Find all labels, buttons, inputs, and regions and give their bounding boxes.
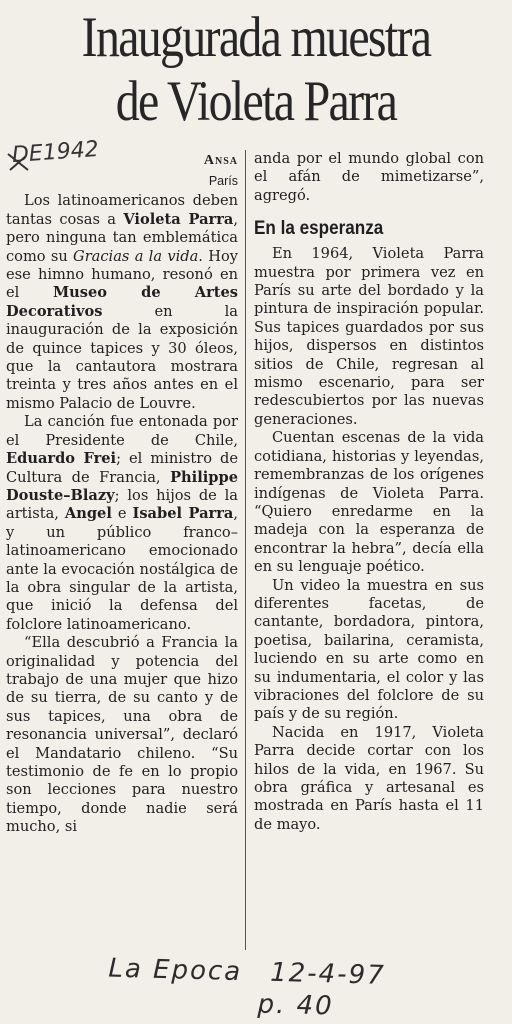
body-paragraph: En 1964, Violeta Parra muestra por primera vez en París su arte del bordado y la pintura de inspiración popular. Sus tapices guardados por sus hijos, dispersos en distintos sitios de Chile, regresan al mismo escenario, para ser redescubiertos por las nuevas generaciones. (254, 245, 484, 428)
text-run: La canción fue entonada por el Presidente de Chile, (6, 413, 238, 449)
continued-paragraph: anda por el mundo global con el afán de mimetizarse”, agregó. (254, 150, 484, 204)
text-run: , pero ninguna tan emblemática como su (6, 210, 238, 265)
text-run: e (111, 505, 133, 523)
bold-name-run: Eduardo Frei (6, 450, 117, 468)
bold-name-run: Philippe Douste–Blazy (6, 468, 238, 504)
body-paragraph (6, 634, 238, 836)
handwritten-publication: La Epoca (108, 953, 243, 988)
bold-name-run: Isabel Parra (132, 505, 234, 523)
bold-name-run: Violeta Parra (123, 210, 234, 228)
italic-title-run: Gracias a la vida (73, 247, 199, 265)
bold-name-run: Museo de Artes Decorativos (6, 284, 238, 320)
headline-line-1: Inaugurada muestra (81, 6, 431, 69)
text-run: “Ella descubrió a Francia la originalidad y potencia del trabajo de una mujer que hizo de su tierra, de su canto y de sus tapices, una obra de resonancia universal”, declaró el Mandatario chileno. “Su testimonio de fe en lo propio son lecciones para nuestro tiempo, donde nadie será mucho, si (6, 634, 238, 836)
headline-line-2: de Violeta Parra (115, 70, 397, 133)
text-run: . Hoy ese himno humano, resonó en el (6, 247, 238, 302)
text-run: ; los hijos de la artista, (6, 486, 238, 523)
handwritten-page: p. 40 (257, 989, 335, 1022)
agency-credit: Ansa (203, 152, 238, 168)
body-paragraph: Nacida en 1917, Violeta Parra decide cortar con los hilos de la vida, en 1967. Su obra gráfica y artesanal es mostrada en París hasta el 11 de mayo. (254, 723, 484, 833)
headline (41, 6, 471, 134)
text-run: Los latinoamericanos deben tantas cosas a (6, 192, 238, 228)
section-subhead: En la esperanza (254, 218, 384, 240)
column-divider (245, 150, 246, 950)
body-paragraph (6, 192, 238, 413)
byline (6, 137, 238, 172)
left-column-body (6, 192, 238, 836)
text-run: en la inauguración de la exposición de quince tapices y 30 óleos, que la cantautora mostrara treinta y tres años antes en el mismo Palacio de Louvre. (6, 302, 238, 412)
body-paragraph: Cuentan escenas de la vida cotidiana, historias y leyendas, remembranzas de los orígenes indígenas de Violeta Parra. “Quiero enredarme en la madeja con la esperanza de encontrar la hebra”, decía ella en su lenguaje poético. (254, 429, 484, 576)
dateline: París (208, 174, 238, 188)
right-column (254, 150, 484, 834)
handwritten-date: 12-4-97 (269, 957, 387, 991)
text-run: ; el ministro de Cultura de Francia, (6, 450, 238, 486)
handwritten-source-note (107, 954, 449, 1024)
text-run: , y un público franco–latinoamericano emocionado ante la evocación nostálgica de la obra singular de la artista, que inició la defensa del folclore latinoamericano. (6, 505, 238, 633)
handwritten-reference: DE1942 (11, 137, 100, 169)
body-paragraph: Un video la muestra en sus diferentes facetas, de cantante, bordadora, pintora, poetisa, bailarina, ceramista, luciendo en su arte como en su indumentaria, el color y las vibraciones del folclore de su país y de su región. (254, 576, 484, 723)
bold-name-run: Angel (64, 505, 112, 523)
left-column (6, 137, 238, 837)
body-paragraph (6, 413, 238, 634)
